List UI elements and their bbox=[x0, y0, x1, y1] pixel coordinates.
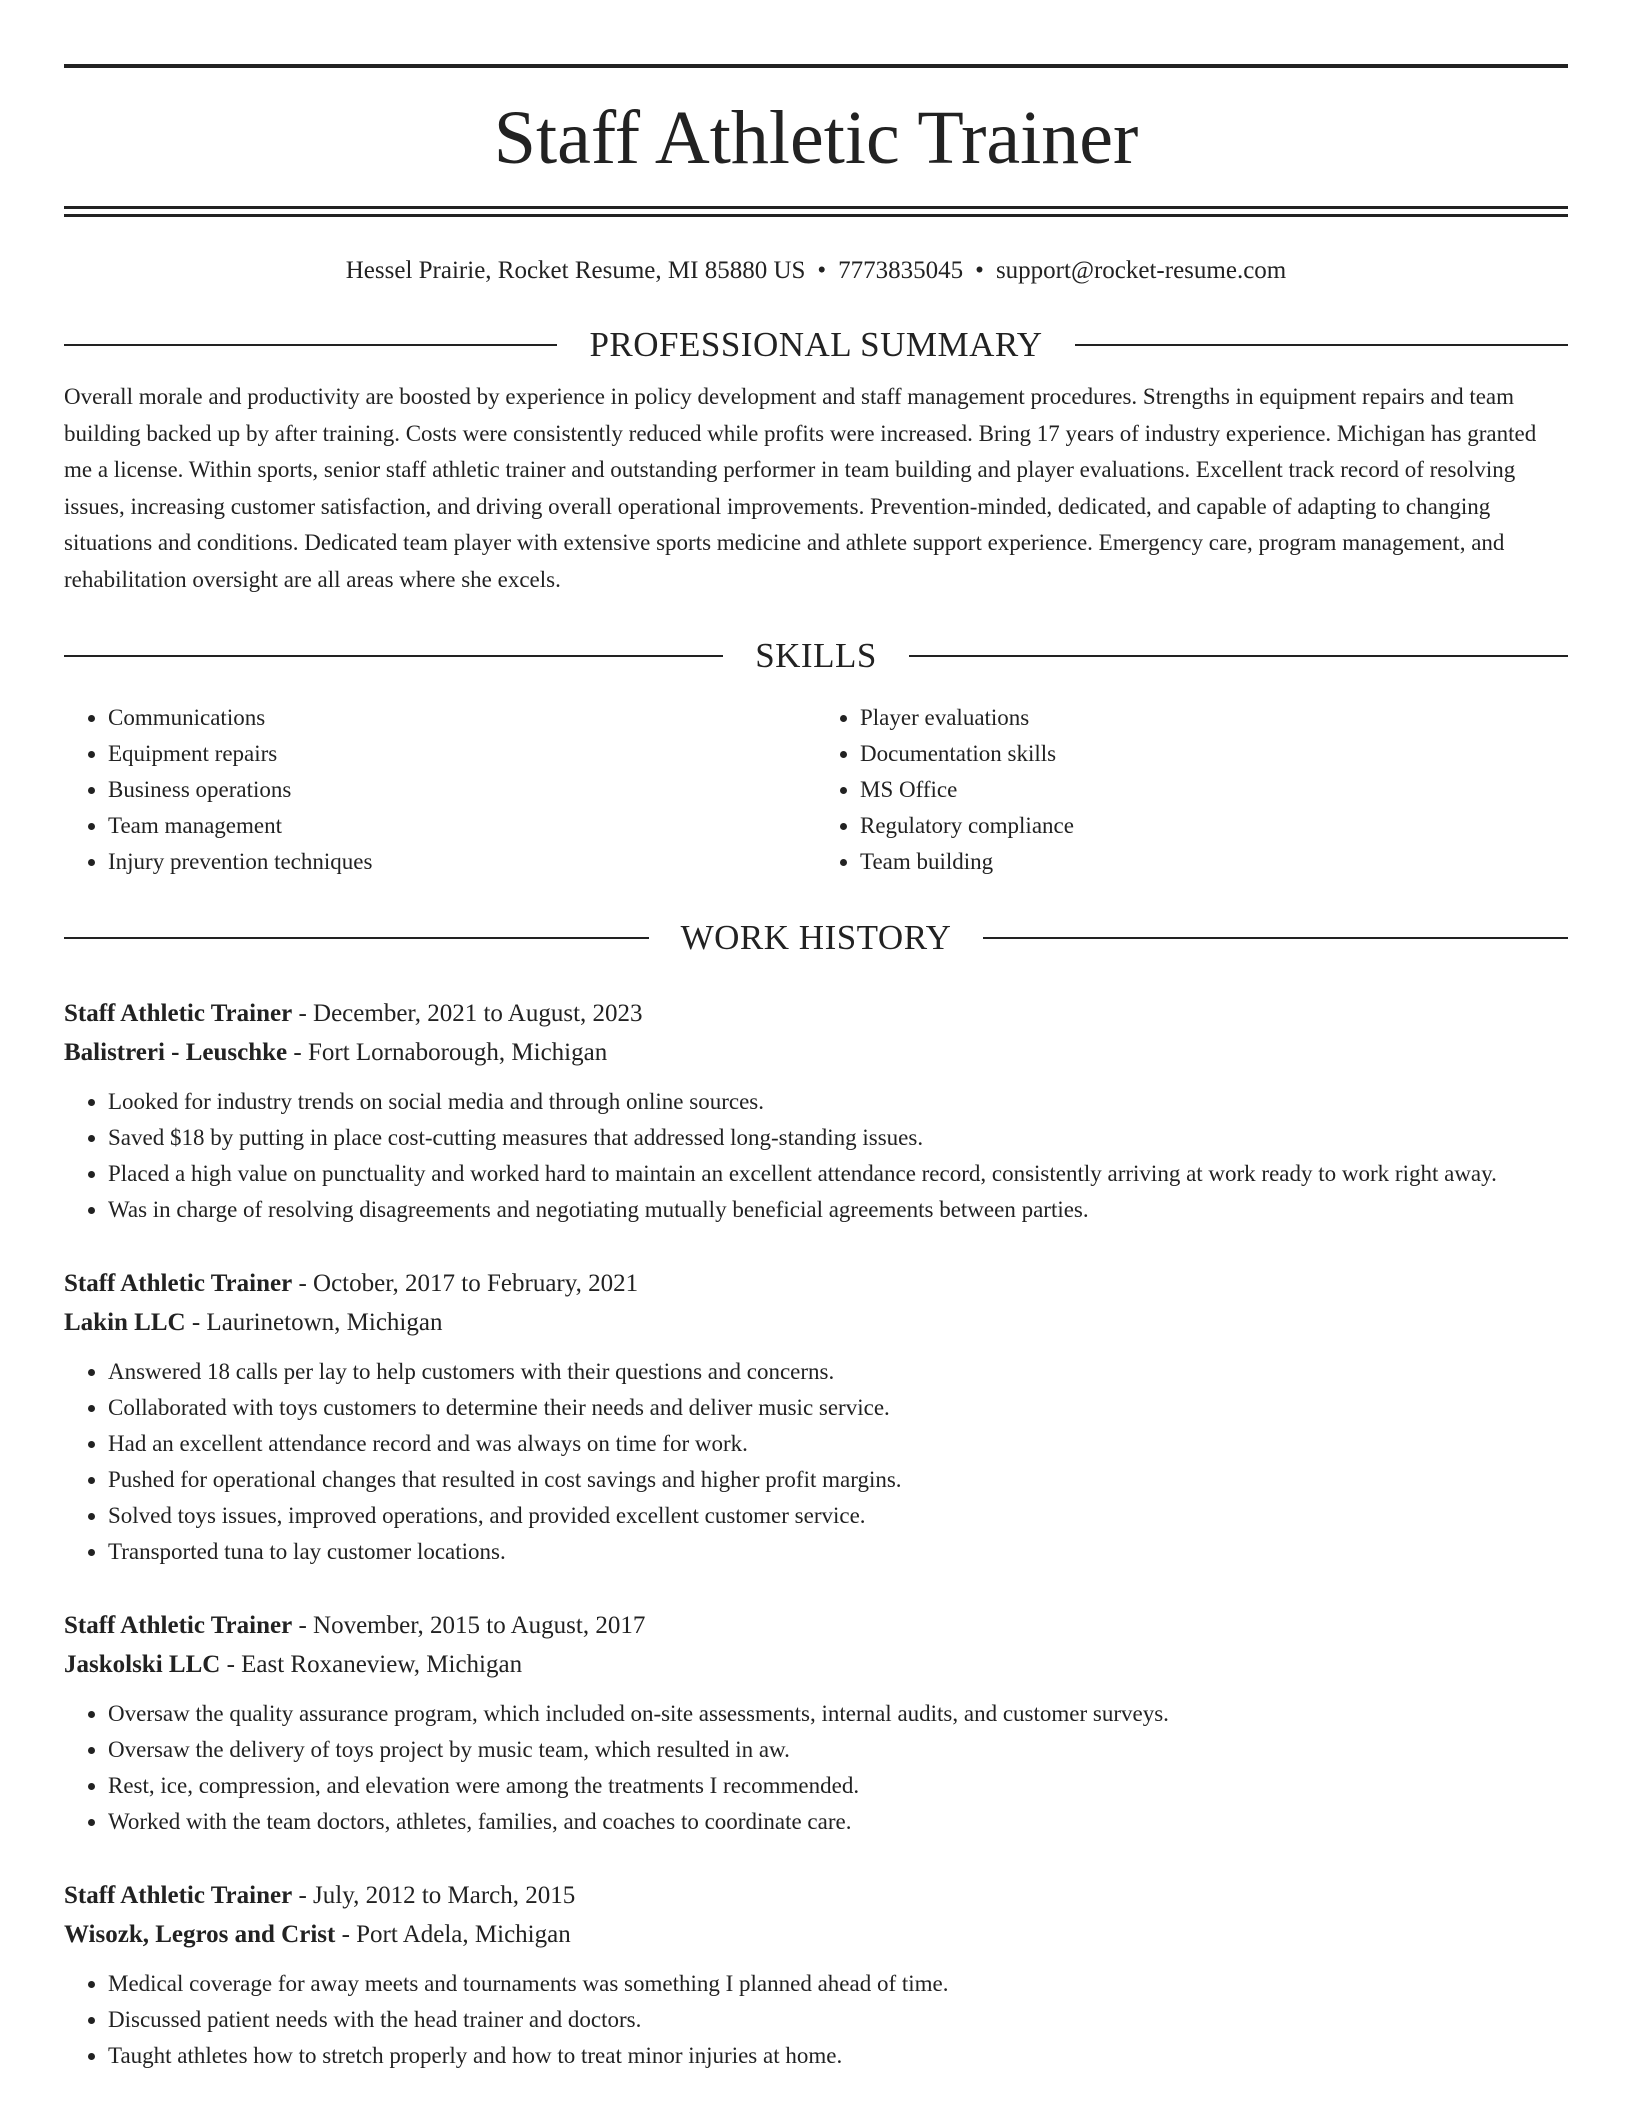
job-company-line bbox=[64, 1645, 1568, 1684]
contact-phone: 7773835045 bbox=[838, 257, 964, 284]
contact-separator: • bbox=[817, 257, 827, 284]
skill-item: • Team management bbox=[108, 808, 816, 844]
job-bullets bbox=[64, 1696, 1568, 1840]
job-bullet: • Discussed patient needs with the head trainer and doctors. bbox=[108, 2002, 1568, 2038]
job-location: - Laurinetown, Michigan bbox=[185, 1309, 443, 1336]
section-title: PROFESSIONAL SUMMARY bbox=[589, 325, 1043, 364]
skill-item: • Regulatory compliance bbox=[860, 808, 1568, 844]
job-title-line bbox=[64, 1606, 1568, 1645]
job-title: Staff Athletic Trainer bbox=[64, 1270, 293, 1297]
job-dates: - December, 2021 to August, 2023 bbox=[292, 1000, 643, 1027]
skill-item: • MS Office bbox=[860, 772, 1568, 808]
job-bullet: • Placed a high value on punctuality and worked hard to maintain an excellent attendance record, consistently arriving at work ready to work right away. bbox=[108, 1156, 1568, 1192]
skills-list bbox=[64, 700, 1568, 880]
job-company-line bbox=[64, 1915, 1568, 1954]
job-title-line bbox=[64, 1264, 1568, 1303]
contact-address: Hessel Prairie, Rocket Resume, MI 85880 US bbox=[345, 257, 806, 284]
job-location: - Port Adela, Michigan bbox=[335, 1921, 571, 1948]
section-title: SKILLS bbox=[755, 636, 877, 675]
section-title: WORK HISTORY bbox=[680, 918, 952, 957]
top-rule bbox=[64, 64, 1568, 68]
job-company-line bbox=[64, 1033, 1568, 1072]
job-dates: - July, 2012 to March, 2015 bbox=[292, 1882, 576, 1909]
job-dates: - November, 2015 to August, 2017 bbox=[292, 1612, 646, 1639]
skill-item: • Documentation skills bbox=[860, 736, 1568, 772]
job-title: Staff Athletic Trainer bbox=[64, 1000, 293, 1027]
job-title-line bbox=[64, 994, 1568, 1033]
contact-email: support@rocket-resume.com bbox=[995, 257, 1287, 284]
job-bullet: • Saved $18 by putting in place cost-cutting measures that addressed long-standing issues. bbox=[108, 1120, 1568, 1156]
skill-item: • Business operations bbox=[108, 772, 816, 808]
job-bullet: • Transported tuna to lay customer locations. bbox=[108, 1534, 1568, 1570]
divider bbox=[1075, 344, 1568, 346]
double-rule bbox=[64, 206, 1568, 217]
job-bullet: • Was in charge of resolving disagreements and negotiating mutually beneficial agreements between parties. bbox=[108, 1192, 1568, 1228]
divider bbox=[64, 655, 723, 657]
job-entry bbox=[64, 1264, 1568, 1570]
job-bullet: • Solved toys issues, improved operations, and provided excellent customer service. bbox=[108, 1498, 1568, 1534]
job-location: - Fort Lornaborough, Michigan bbox=[287, 1039, 608, 1066]
job-bullet: • Oversaw the quality assurance program, which included on-site assessments, internal audits, and customer surveys. bbox=[108, 1696, 1568, 1732]
job-bullet: • Had an excellent attendance record and was always on time for work. bbox=[108, 1426, 1568, 1462]
job-company: Lakin LLC bbox=[64, 1309, 186, 1336]
job-entry bbox=[64, 1876, 1568, 2074]
contact-line bbox=[64, 255, 1568, 287]
section-heading-work bbox=[64, 918, 1568, 958]
job-bullet: • Looked for industry trends on social media and through online sources. bbox=[108, 1084, 1568, 1120]
job-bullets bbox=[64, 1966, 1568, 2074]
job-company: Wisozk, Legros and Crist bbox=[64, 1921, 336, 1948]
skill-item: • Injury prevention techniques bbox=[108, 844, 816, 880]
job-company: Jaskolski LLC bbox=[64, 1651, 221, 1678]
job-bullet: • Rest, ice, compression, and elevation were among the treatments I recommended. bbox=[108, 1768, 1568, 1804]
job-location: - East Roxaneview, Michigan bbox=[220, 1651, 523, 1678]
skill-item: • Communications bbox=[108, 700, 816, 736]
job-entry bbox=[64, 1606, 1568, 1840]
job-bullet: • Worked with the team doctors, athletes, families, and coaches to coordinate care. bbox=[108, 1804, 1568, 1840]
divider bbox=[64, 937, 649, 939]
job-bullet: • Answered 18 calls per lay to help customers with their questions and concerns. bbox=[108, 1354, 1568, 1390]
job-bullet: • Oversaw the delivery of toys project by music team, which resulted in aw. bbox=[108, 1732, 1568, 1768]
contact-separator: • bbox=[975, 257, 984, 284]
job-title: Staff Athletic Trainer bbox=[64, 1612, 293, 1639]
job-title: Staff Athletic Trainer bbox=[64, 1882, 293, 1909]
resume-content bbox=[64, 64, 1568, 2074]
summary-text: Overall morale and productivity are boosted by experience in policy development and staff management procedures. Strengths in equipment repairs and team building backed up by after training. Costs were consistently reduced while profits were increased. Bring 17 years of industry experience. Michigan has granted me a license. Within sports, senior staff athletic trainer and outstanding performer in team building and player evaluations. Excellent track record of resolving issues, increasing customer satisfaction, and driving overall operational improvements. Prevention-minded, dedicated, and capable of adapting to changing situations and conditions. Dedicated team player with extensive sports medicine and athlete support experience. Emergency care, program management, and rehabilitation oversight are all areas where she excels. bbox=[64, 384, 1537, 592]
job-company: Balistreri - Leuschke bbox=[64, 1039, 288, 1066]
job-company-line bbox=[64, 1303, 1568, 1342]
job-dates: - October, 2017 to February, 2021 bbox=[292, 1270, 639, 1297]
job-bullet: • Medical coverage for away meets and tournaments was something I planned ahead of time. bbox=[108, 1966, 1568, 2002]
skill-item: • Equipment repairs bbox=[108, 736, 816, 772]
resume-name: Staff Athletic Trainer bbox=[493, 96, 1139, 180]
divider bbox=[909, 655, 1568, 657]
skill-item: • Player evaluations bbox=[860, 700, 1568, 736]
skills-column-right bbox=[816, 700, 1568, 880]
section-heading-summary bbox=[64, 325, 1568, 365]
skills-column-left bbox=[64, 700, 816, 880]
skill-item: • Team building bbox=[860, 844, 1568, 880]
divider bbox=[64, 344, 557, 346]
job-bullet: • Collaborated with toys customers to determine their needs and deliver music service. bbox=[108, 1390, 1568, 1426]
job-entry bbox=[64, 994, 1568, 1228]
job-bullets bbox=[64, 1084, 1568, 1228]
divider bbox=[983, 937, 1568, 939]
job-bullet: • Taught athletes how to stretch properly and how to treat minor injuries at home. bbox=[108, 2038, 1568, 2074]
section-heading-skills bbox=[64, 636, 1568, 676]
job-bullets bbox=[64, 1354, 1568, 1570]
job-bullet: • Pushed for operational changes that resulted in cost savings and higher profit margins. bbox=[108, 1462, 1568, 1498]
job-title-line bbox=[64, 1876, 1568, 1915]
